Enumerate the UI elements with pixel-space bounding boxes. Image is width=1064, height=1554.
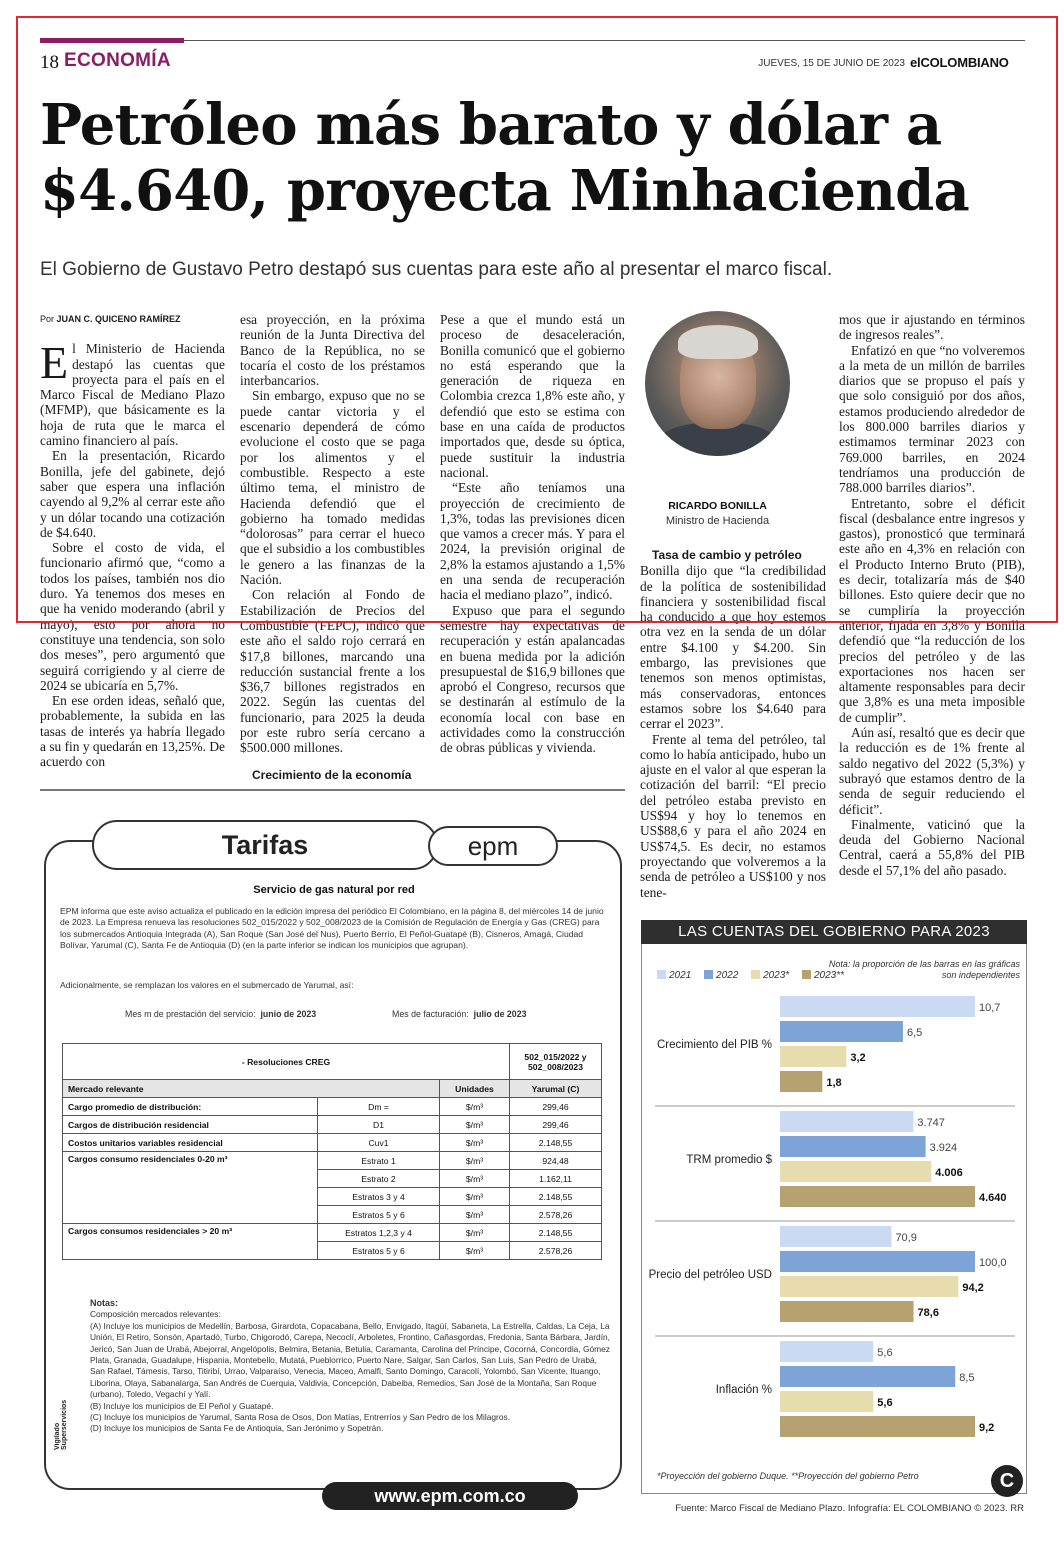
bar	[780, 1161, 931, 1182]
row-value: 2.148,55	[510, 1224, 602, 1242]
paragraph: Aún así, resaltó que es decir que la reducción es de 1% frente al saldo negativo del 2022 (5,3%) y subrayó que estamos dentro de la senda de seguir reduciendo el déficit”.	[839, 725, 1025, 817]
chart-source: Fuente: Marco Fiscal de Mediano Plazo. Infografía: EL COLOMBIANO © 2023. RR	[675, 1503, 1024, 1514]
paragraph: Enfatizó en que “no volveremos a la meta de un millón de barriles diarios que se propuso el país y que solo consiguió por dos años, estamos produciendo alrededor de los 800.000 barriles diarios y estimamos terminar 2023 con 769.000 barriles, en 2024 tendríamos una producción de 788.000 barriles diarios”.	[839, 342, 1025, 496]
row-concept: Cargos consumos residenciales > 20 m³	[63, 1224, 318, 1260]
article-column-2	[240, 312, 425, 783]
header-rule	[40, 40, 1025, 41]
data-label: 6,5	[906, 1027, 923, 1039]
headline: Petróleo más barato y dólar a $4.640, proyecta Minhacienda	[40, 92, 969, 224]
row-concept: Cargo promedio de distribución:	[63, 1098, 318, 1116]
legend-swatch	[657, 970, 666, 979]
bar	[780, 1136, 926, 1157]
data-label: 94,2	[962, 1282, 984, 1294]
dropcap: E	[40, 337, 69, 389]
row-unit: $/m³	[440, 1188, 510, 1206]
elcolombiano-logo: C	[991, 1465, 1023, 1497]
note-item: Composición mercados relevantes:	[90, 1309, 221, 1320]
data-label: 3.924	[929, 1142, 958, 1154]
col-mercado: Mercado relevante	[63, 1080, 440, 1098]
page-number: 18	[40, 52, 59, 73]
data-label: 1,8	[826, 1077, 842, 1089]
row-value: 924,48	[510, 1152, 602, 1170]
legend-label: 2021	[669, 970, 692, 981]
billing-month-value: julio de 2023	[473, 1009, 527, 1019]
epm-url[interactable]: www.epm.com.co	[322, 1482, 578, 1510]
service-month-label: Mes m de prestación del servicio:	[125, 1009, 256, 1019]
resol-value: 502_015/2022 y 502_008/2023	[510, 1044, 602, 1080]
table-header-resol	[63, 1044, 602, 1080]
article-column-4	[640, 548, 826, 900]
row-unit: $/m³	[440, 1170, 510, 1188]
service-month-value: junio de 2023	[260, 1009, 317, 1019]
paragraph: “Este año teníamos una proyección de crecimiento de 1,3%, todas las previsiones dicen que vamos a crecer más. Y para el 2024, la previsión original de 2,8% la estamos ajustando a 1,5% en una senda de recuperación hacia el mediano plazo”, indicó.	[440, 480, 625, 603]
data-label: 4.006	[935, 1167, 963, 1179]
legend-item	[704, 970, 738, 981]
service-month	[125, 1009, 316, 1019]
paragraph: mos que ir ajustando en términos de ingresos reales”.	[839, 312, 1025, 343]
paragraph: Finalmente, vaticinó que la deuda del Gobierno Nacional Central, caerá a 55,8% del PIB desde el 57,1% del año pasado.	[839, 816, 1025, 878]
issue-date: JUEVES, 15 DE JUNIO DE 2023	[758, 58, 905, 69]
data-label: 78,6	[917, 1307, 939, 1319]
ad-title: Tarifas	[92, 820, 438, 870]
section-divider	[40, 789, 625, 791]
ad-intro: EPM informa que este aviso actualiza el publicado en la edición impresa del periódico El Colombiano, en la página 8, del miércoles 14 de junio de 2023. La Empresa renueva las resoluciones 502_015/2022 y 502_008/2023 de la Comisión de Regulación de Energía y Gas (CREG) para los submercados Antioquia Integrada (A), San Roque (San José del Nus), Puerto Berrío, El Peñol-Guatapé (B), Cisneros, Amagá, Ciudad Bolívar, Yarumal (C), Santa Fe de Antioquia (D) (en la parte inferior se indican los municipios que agrupan).	[60, 906, 604, 951]
paragraph: Entretanto, sobre el déficit fiscal (desbalance entre ingresos y gastos), pronosticó que terminará este año en 4,3% en relación con el Producto Interno Bruto (PIB), es decir, totalizaría más de $40 billones. Esto quiere decir que no se cumpliría la proyección anterior, fijada en 3,8% y Bonilla defendió que “la reducción de los precios del petróleo y de las exportaciones nos hacen ser altamente responsables para decir que 3,8% es una meta imposible de cumplir”.	[839, 495, 1025, 725]
bar	[780, 1111, 913, 1132]
chart-legend	[657, 970, 854, 981]
category-label: Crecimiento del PIB %	[656, 1039, 772, 1051]
row-value: 299,46	[510, 1116, 602, 1134]
ad-notes	[90, 1298, 610, 1435]
paragraph: Con relación al Fondo de Estabilización de Precios del Combustible (FEPC), indicó que este año el saldo rojo cerrará en $17,8 billones, marcando una reducción sustancial frente a los $36,7 billones registrados en 2022. Según las cuentas del funcionario, para 2025 la deuda por este rubro sería cercano a $500.000 millones.	[240, 587, 425, 756]
bar	[780, 1366, 955, 1387]
legend-item	[802, 970, 844, 981]
chart-title: LAS CUENTAS DEL GOBIERNO PARA 2023	[641, 920, 1027, 944]
note-item: (D) Incluye los municipios de Santa Fe de Antioquia, San Jerónimo y Sopetrán.	[90, 1423, 384, 1434]
bar	[780, 1251, 975, 1272]
bar	[780, 1301, 914, 1322]
billing-month	[392, 1009, 526, 1019]
epm-logo: epm	[428, 826, 558, 866]
bar	[780, 1416, 975, 1437]
category-label: Inflación %	[715, 1384, 772, 1396]
subheadline: El Gobierno de Gustavo Petro destapó sus cuentas para este año al presentar el marco fiscal.	[40, 259, 833, 280]
row-value: 299,46	[510, 1098, 602, 1116]
row-concept: Cargos consumo residenciales 0-20 m³	[63, 1152, 318, 1224]
minister-photo	[645, 311, 790, 456]
paragraph: esa proyección, en la próxima reunión de la Junta Directiva del Banco de la República, no se tocaría el costo de los préstamos interbancarios.	[240, 312, 425, 389]
table-row	[63, 1134, 602, 1152]
row-sub: Dm =	[318, 1098, 440, 1116]
data-label: 9,2	[979, 1422, 995, 1434]
row-sub: Estratos 5 y 6	[318, 1242, 440, 1260]
photo-hair	[678, 325, 758, 359]
note-item: (C) Incluye los municipios de Yarumal, Santa Rosa de Osos, Don Matías, Entrerríos y San Pedro de los Milagros.	[90, 1412, 511, 1423]
table-header-columns	[63, 1080, 602, 1098]
row-sub: Estratos 3 y 4	[318, 1188, 440, 1206]
tariff-table	[62, 1043, 602, 1260]
data-label: 5,6	[877, 1347, 893, 1359]
row-sub: D1	[318, 1116, 440, 1134]
paragraph: Bonilla dijo que “la credibilidad de la política de sostenibilidad financiera y sostenibilidad fiscal ha conducido a que hoy estemos otra vez en la senda de un dólar entre $4.100 y $4.200. Sin embargo, las previsiones que tenemos son menos optimistas, más conservadoras, entonces estamos sobre los $4.640 para cerrar el 2023”.	[640, 563, 826, 732]
bar	[780, 1071, 822, 1092]
paragraph: En la presentación, Ricardo Bonilla, jefe del gabinete, dejó saber que espera una inflación cayendo al 9,2% al cerrar este año y un dólar tocando una cotización de $4.640.	[40, 448, 225, 540]
paragraph: Sin embargo, expuso que no se puede cantar victoria y el escenario dependerá de cómo evolucione el costo que se paga por los alimentos y el combustible. Respecto a este último tema, el ministro de Hacienda defendió que el gobierno ha tomado medidas “dolorosas” para cerrar el hueco que el subsidio a los combustibles le genero a las finanzas de la Nación.	[240, 388, 425, 588]
photo-caption-title: Ministro de Hacienda	[665, 515, 770, 527]
row-sub: Estratos 5 y 6	[318, 1206, 440, 1224]
category-label: TRM promedio $	[686, 1154, 772, 1166]
photo-caption-name: RICARDO BONILLA	[668, 500, 767, 512]
byline-prefix: Por	[40, 314, 55, 324]
legend-swatch	[751, 970, 760, 979]
row-sub: Estratos 1,2,3 y 4	[318, 1224, 440, 1242]
legend-item	[657, 970, 691, 981]
paragraph: En ese orden ideas, señaló que, probablemente, la subida en las tasas de interés ya habría llegado a su fin y quedarán en 13,25%. De acuerdo con	[40, 693, 225, 770]
row-sub: Estrato 1	[318, 1152, 440, 1170]
row-sub: Estrato 2	[318, 1170, 440, 1188]
bar	[780, 1046, 846, 1067]
bar	[780, 1276, 958, 1297]
bar	[780, 1021, 903, 1042]
chart-note: Nota: la proporción de las barras en las gráficas son independientes	[828, 959, 1020, 980]
ad-heading: Servicio de gas natural por red	[253, 884, 415, 896]
row-value: 1.162,11	[510, 1170, 602, 1188]
row-unit: $/m³	[440, 1224, 510, 1242]
subheading-tasa: Tasa de cambio y petróleo	[652, 548, 802, 562]
byline	[40, 312, 225, 327]
row-concept: Cargos de distribución residencial	[63, 1116, 318, 1134]
article-column-1	[40, 312, 225, 770]
legend-swatch	[704, 970, 713, 979]
byline-author: JUAN C. QUICENO RAMÍREZ	[56, 314, 181, 324]
legend-label: 2023**	[813, 970, 845, 981]
paragraph	[40, 337, 225, 449]
section-accent	[40, 38, 184, 43]
row-unit: $/m³	[440, 1242, 510, 1260]
chart-footnote: *Proyección del gobierno Duque. **Proyección del gobierno Petro	[657, 1471, 919, 1481]
row-unit: $/m³	[440, 1134, 510, 1152]
row-unit: $/m³	[440, 1206, 510, 1224]
legend-item	[751, 970, 789, 981]
subheading-crecimiento: Crecimiento de la economía	[252, 767, 412, 782]
ad-intro-2: Adicionalmente, se remplazan los valores en el submercado de Yarumal, así:	[60, 980, 354, 990]
bar	[780, 1226, 891, 1247]
table-row	[63, 1224, 602, 1242]
paragraph: Sobre el costo de vida, el funcionario afirmó que, “como a todos los países, también nos dio duro. Ya tenemos dos meses en que ha venido moderando (abril y mayo), esto por ahora no constituye una tendencia, son solo dos meses”, pero argumentó que seguirá corrigiendo y al cierre de 2024 se ubicaría en 5,7%.	[40, 540, 225, 693]
resol-label: - Resoluciones CREG	[63, 1044, 510, 1080]
row-unit: $/m³	[440, 1152, 510, 1170]
paragraph: Expuso que para el segundo semestre hay expectativas de recuperación y están apalancadas en buena medida por la adición presupuestal de $16,9 billones que aprobó el Congreso, recursos que se destinarán al estímulo de la economía local con base en actividades como la construcción de obras públicas y vivienda.	[440, 602, 625, 756]
section-name: ECONOMÍA	[64, 50, 171, 71]
col-yarumal: Yarumal (C)	[510, 1080, 602, 1098]
billing-month-label: Mes de facturación:	[392, 1009, 469, 1019]
legend-label: 2023*	[763, 970, 790, 981]
col-unidades: Unidades	[440, 1080, 510, 1098]
bar	[780, 996, 975, 1017]
category-label: Precio del petróleo USD	[648, 1269, 772, 1281]
data-label: 3.747	[917, 1117, 945, 1129]
data-label: 8,5	[959, 1372, 975, 1384]
legend-label: 2022	[716, 970, 739, 981]
data-label: 10,7	[979, 1002, 1001, 1014]
paragraph: Frente al tema del petróleo, tal como lo había anticipado, hubo un ajuste en el valor al que esperan la cotización del barril: “El precio del petróleo estaba previsto en US$94 y hoy lo tenemos en US$88,6 y para el año 2024 en US$74,5. Es decir, no estamos proyectando que volveremos a la senda de petróleo a US$100 y nos tene-	[640, 731, 826, 900]
row-value: 2.578,26	[510, 1242, 602, 1260]
note-item: (A) Incluye los municipios de Medellín, Barbosa, Girardota, Copacabana, Bello, Envigado, Itagüí, Sabaneta, La Estrella, Caldas, La Ceja, La Unión, El Retiro, Sonsón, Apartadó, Turbo, Chigorodó, Carepa, Necoclí, Arboletes, Frontino, Cañasgordas, Fredonia, Santa Bárbara, Jardín, Jericó, San Juan de Urabá, Abejorral, Angelópolis, Belmira, Betania, Betulia, Caramanta, Carolina del Príncipe, Cocorná, Concordia, Gómez Plata, Granada, Guadalupe, Hispania, Montebello, Mutatá, Pueblorrico, Puerto Nare, Salgar, San Carlos, San Luis, San Pedro de Urabá, San Rafael, Támesis, Tarso, Titiribí, Urrao, Valparaíso, Venecia, Maceo, Amalfi, Santo Domingo, Caracolí, Yolombó, San Vicente, Ituango, Liborina, Olaya, Sabanalarga, San Andrés de Cuerquia, Valdivia, Concepción, Dabeiba, Remedios, San José de la Montaña, San Roque (urbano), Toledo, Vegachí y Yalí.	[90, 1320, 611, 1400]
row-value: 2.148,55	[510, 1188, 602, 1206]
table-row	[63, 1098, 602, 1116]
paragraph-text: l Ministerio de Hacienda destapó las cuentas que proyecta para el país en el Marco Fiscal de Mediano Plazo (MFMP), que básicamente es la hoja de ruta que le marca el camino financiero al país.	[40, 341, 225, 449]
row-unit: $/m³	[440, 1098, 510, 1116]
newspaper-brand: elCOLOMBIANO	[910, 55, 1009, 70]
data-label: 70,9	[895, 1232, 917, 1244]
government-accounts-chart	[641, 990, 1027, 1465]
table-row	[63, 1152, 602, 1170]
row-value: 2.578,26	[510, 1206, 602, 1224]
data-label: 100,0	[979, 1257, 1007, 1269]
row-value: 2.148,55	[510, 1134, 602, 1152]
data-label: 4.640	[979, 1192, 1007, 1204]
data-label: 3,2	[850, 1052, 866, 1064]
row-unit: $/m³	[440, 1116, 510, 1134]
row-sub: Cuv1	[318, 1134, 440, 1152]
notes-title: Notas:	[90, 1298, 119, 1308]
paragraph: Pese a que el mundo está un proceso de desaceleración, Bonilla comunicó que el gobierno no está esperando que la generación de riqueza en Colombia crezca 1,8% este año, y defendió que esto se estima con base en una caída de productos importados que, desde su óptica, puede sustituir la industria nacional.	[440, 312, 625, 480]
article-column-3	[440, 312, 625, 756]
row-concept: Costos unitarios variables residencial	[63, 1134, 318, 1152]
legend-swatch	[802, 970, 811, 979]
article-column-5	[839, 312, 1025, 878]
table-row	[63, 1116, 602, 1134]
vigilado-logo: Vigilado Superservicios	[54, 1399, 68, 1450]
bar	[780, 1186, 975, 1207]
bar	[780, 1391, 873, 1412]
note-item: (B) Incluye los municipios de El Peñol y Guatapé.	[90, 1400, 274, 1411]
data-label: 5,6	[877, 1397, 893, 1409]
bar	[780, 1341, 873, 1362]
